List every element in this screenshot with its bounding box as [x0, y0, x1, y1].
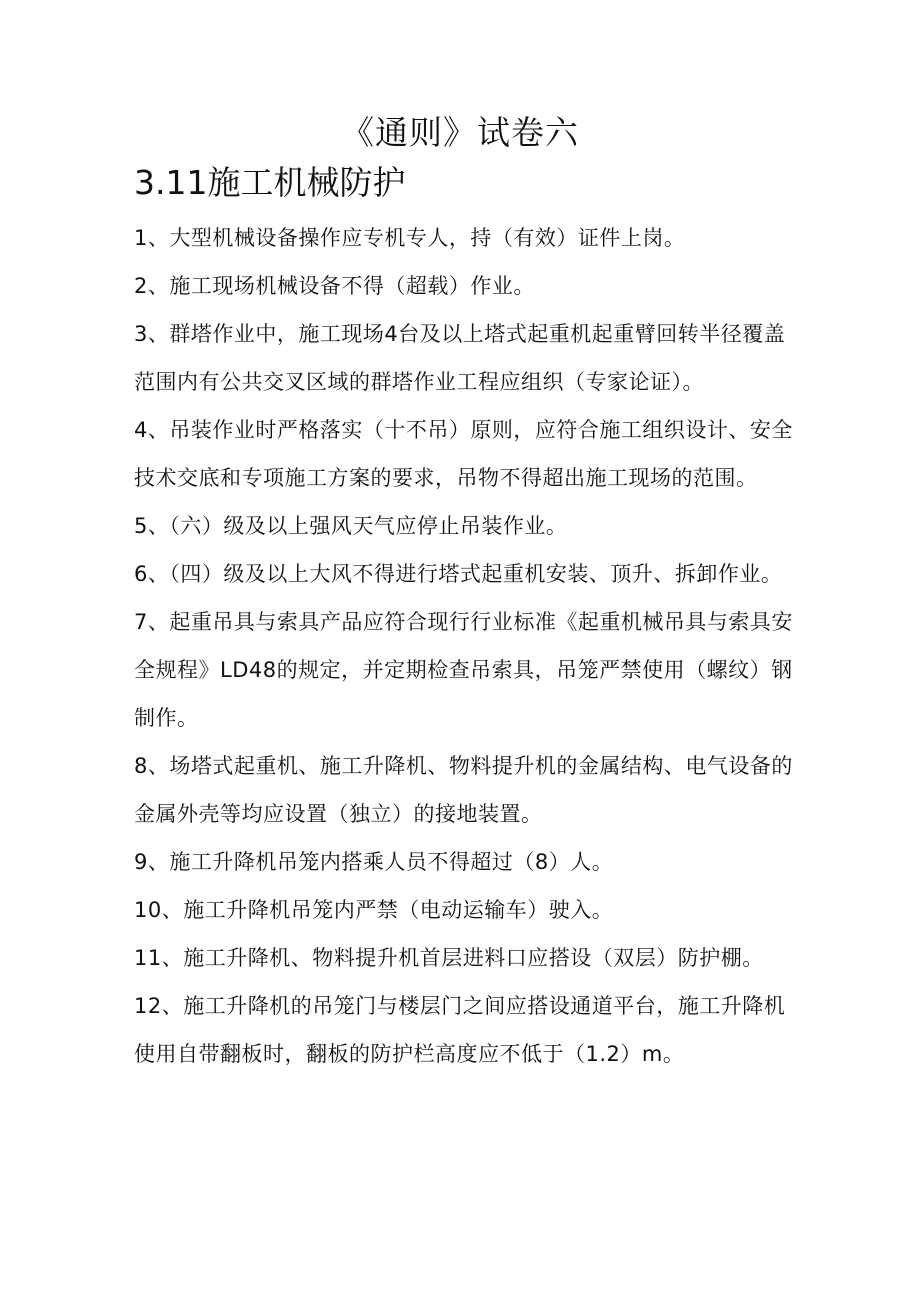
section-heading: 3.11施工机械防护	[134, 163, 406, 202]
list-item: 6、（四）级及以上大风不得进行塔式起重机安装、顶升、拆卸作业。	[134, 562, 783, 586]
list-item: 12、施工升降机的吊笼门与楼层门之间应搭设通道平台，施工升降机使用自带翻板时，翻板的防护栏高度应不低于（1.2）m。	[134, 994, 786, 1066]
list-item: 11、施工升降机、物料提升机首层进料口应搭设（双层）防护棚。	[134, 946, 764, 970]
question-list	[134, 214, 794, 1078]
page-title: 《通则》试卷六	[341, 113, 579, 152]
list-item: 2、施工现场机械设备不得（超载）作业。	[134, 274, 535, 298]
list-item: 1、大型机械设备操作应专机专人，持（有效）证件上岗。	[134, 226, 686, 250]
list-item: 10、施工升降机吊笼内严禁（电动运输车）驶入。	[134, 898, 614, 922]
list-item: 3、群塔作业中，施工现场4台及以上塔式起重机起重臂回转半径覆盖范围内有公共交叉区域的群塔作业工程应组织（专家论证）。	[134, 322, 786, 394]
list-item: 5、（六）级及以上强风天气应停止吊装作业。	[134, 514, 568, 538]
list-item: 4、吊装作业时严格落实（十不吊）原则，应符合施工组织设计、安全技术交底和专项施工方案的要求，吊物不得超出施工现场的范围。	[134, 418, 793, 490]
list-item: 9、施工升降机吊笼内搭乘人员不得超过（8）人。	[134, 850, 614, 874]
list-item: 7、起重吊具与索具产品应符合现行行业标准《起重机械吊具与索具安全规程》LD48的规定，并定期检查吊索具，吊笼严禁使用（螺纹）钢制作。	[134, 610, 793, 730]
list-item: 8、场塔式起重机、施工升降机、物料提升机的金属结构、电气设备的金属外壳等均应设置（独立）的接地装置。	[134, 754, 793, 826]
